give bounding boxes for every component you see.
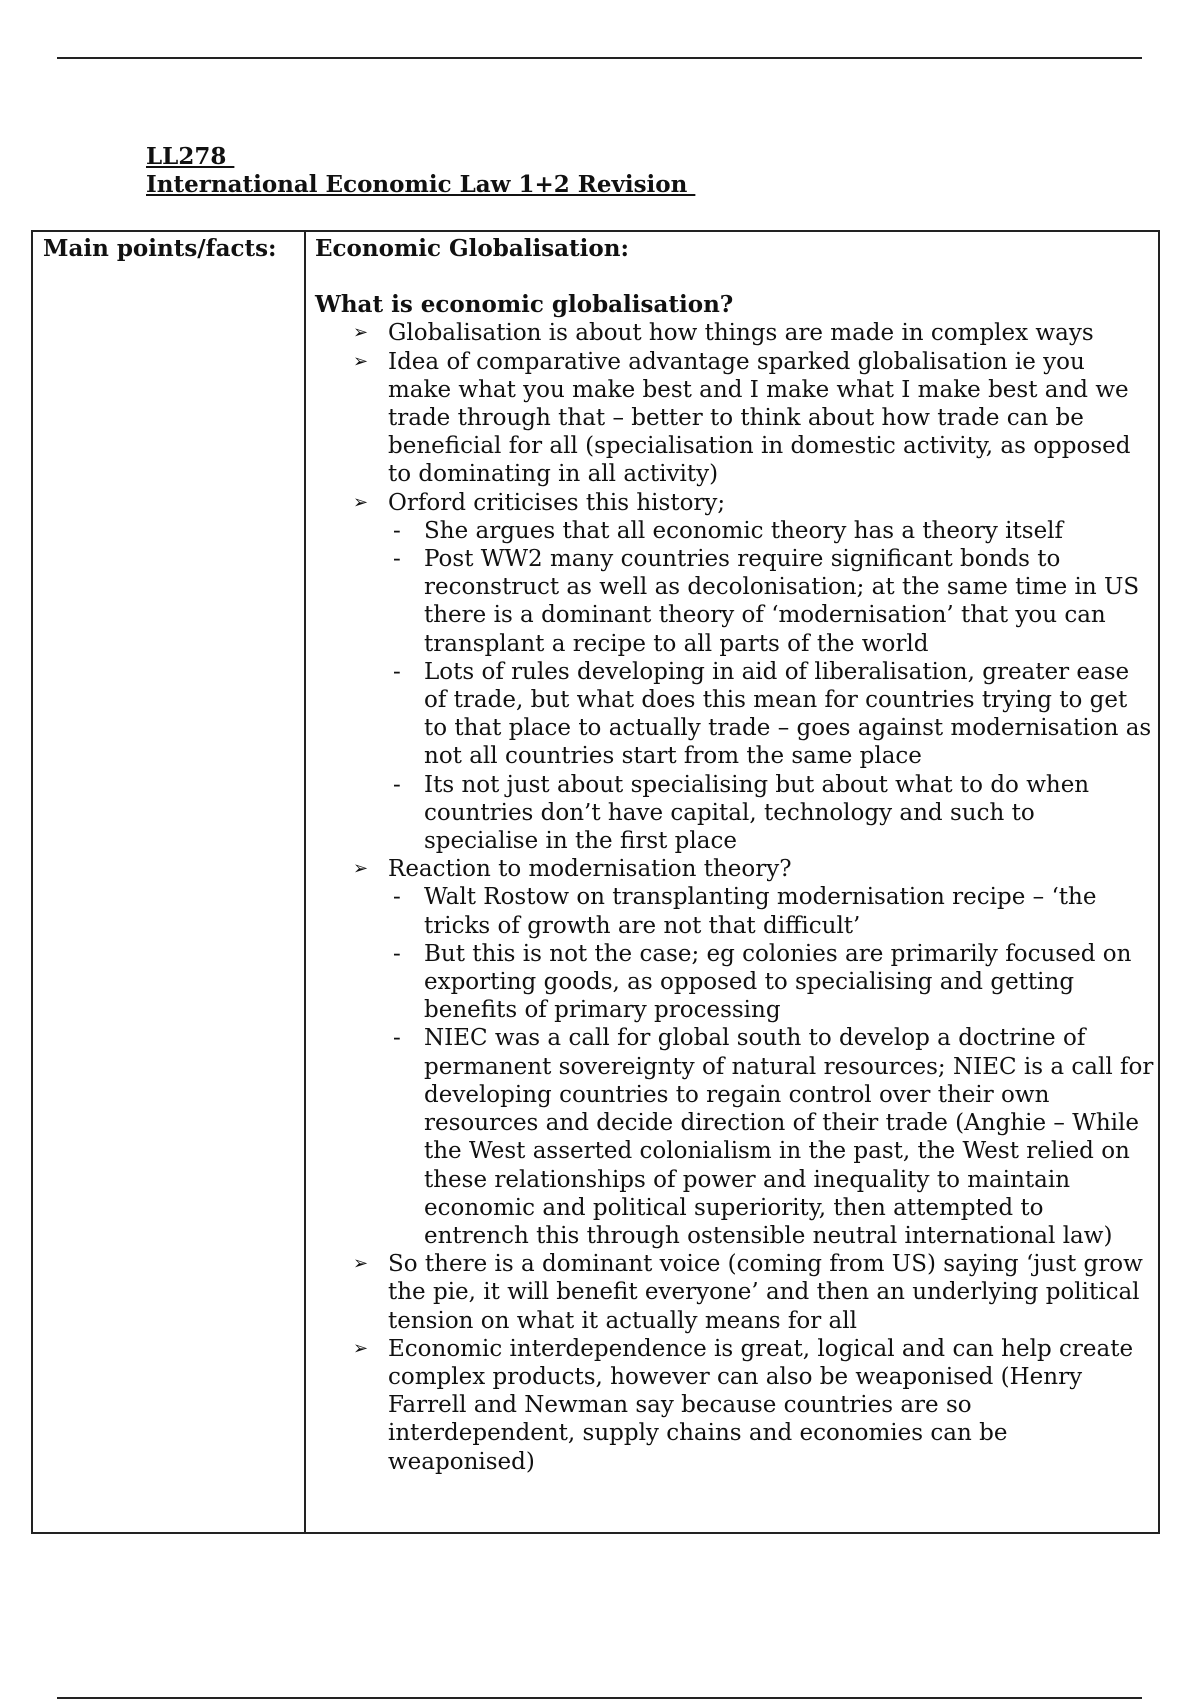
arrow-bullet-icon: ➢ — [353, 1337, 369, 1359]
sub-bullet-text: Walt Rostow on transplanting modernisation recipe – ‘the tricks of growth are not that difficult’ — [424, 884, 1097, 939]
bullet-list — [315, 319, 1155, 1475]
sub-bullet-item — [315, 658, 1155, 771]
bottom-rule — [57, 1697, 1142, 1699]
bullet-text: Economic interdependence is great, logical and can help create complex products, however can also be weaponised (Henry Farrell and Newman say because countries are so interdependent, supply chains and economies can be weaponised) — [388, 1335, 1134, 1475]
sub-bullet-item — [315, 940, 1155, 1025]
bullet-text: Globalisation is about how things are made in complex ways — [388, 320, 1094, 347]
bullet-item — [315, 855, 1155, 883]
dash-bullet-icon: - — [393, 658, 401, 685]
sub-bullet-text: But this is not the case; eg colonies are primarily focused on exporting goods, as opposed to specialising and getting benefits of primary processing — [424, 940, 1132, 1024]
notes-content — [315, 235, 1155, 1476]
dash-bullet-icon: - — [393, 940, 401, 967]
main-points-label: Main points/facts: — [43, 235, 277, 262]
sub-bullet-text: Post WW2 many countries require significant bonds to reconstruct as well as decolonisation; at the same time in US there is a dominant theory of ‘modernisation’ that you can transplant a recipe to all parts of the world — [424, 546, 1140, 657]
document-title: International Economic Law 1+2 Revision — [146, 171, 696, 198]
dash-bullet-icon: - — [393, 517, 401, 544]
sub-bullet-text: Its not just about specialising but about what to do when countries don’t have capital, technology and such to specialise in the first place — [424, 771, 1090, 855]
sub-bullet-item — [315, 1024, 1155, 1250]
notes-table — [31, 230, 1160, 1534]
bullet-item — [315, 348, 1155, 489]
top-rule — [57, 57, 1142, 59]
arrow-bullet-icon: ➢ — [353, 350, 369, 372]
bullet-text: Idea of comparative advantage sparked globalisation ie you make what you make best and I make what I make best and we trade through that – better to think about how trade can be beneficial for all (specialisation in domestic activity, as opposed to dominating in all activity) — [388, 348, 1131, 488]
bullet-text: Reaction to modernisation theory? — [388, 856, 792, 883]
bullet-text: Orford criticises this history; — [388, 489, 726, 516]
dash-bullet-icon: - — [393, 884, 401, 911]
sub-bullet-text: NIEC was a call for global south to develop a doctrine of permanent sovereignty of natural resources; NIEC is a call for developing countries to regain control over their own resources and decide direction of their trade (Anghie – While the West asserted colonialism in the past, the West relied on these relationships of power and inequality to maintain economic and political superiority, then attempted to entrench this through ostensible neutral international law) — [424, 1025, 1154, 1249]
document-header — [146, 143, 695, 199]
section-title: Economic Globalisation: — [315, 235, 629, 262]
course-code: LL278 — [146, 143, 235, 170]
arrow-bullet-icon: ➢ — [353, 491, 369, 513]
sub-bullet-item — [315, 517, 1155, 545]
bullet-item — [315, 319, 1155, 347]
section-question: What is economic globalisation? — [315, 291, 734, 319]
sub-bullet-text: Lots of rules developing in aid of liberalisation, greater ease of trade, but what does this mean for countries trying to get to that place to actually trade – goes against modernisation as not all countries start from the same place — [424, 658, 1152, 770]
bullet-item — [315, 1250, 1155, 1335]
arrow-bullet-icon: ➢ — [353, 858, 369, 880]
dash-bullet-icon: - — [393, 771, 401, 798]
dash-bullet-icon: - — [393, 1025, 401, 1052]
arrow-bullet-icon: ➢ — [353, 1253, 369, 1275]
sub-bullet-item — [315, 545, 1155, 658]
bullet-item — [315, 489, 1155, 517]
bullet-text: So there is a dominant voice (coming from US) saying ‘just grow the pie, it will benefit everyone’ and then an underlying political tension on what it actually means for all — [388, 1251, 1143, 1334]
arrow-bullet-icon: ➢ — [353, 322, 369, 344]
bullet-item — [315, 1335, 1155, 1476]
sub-bullet-item — [315, 771, 1155, 856]
sub-bullet-text: She argues that all economic theory has a theory itself — [424, 517, 1064, 544]
column-divider — [304, 232, 306, 1532]
dash-bullet-icon: - — [393, 546, 401, 573]
sub-bullet-item — [315, 883, 1155, 939]
